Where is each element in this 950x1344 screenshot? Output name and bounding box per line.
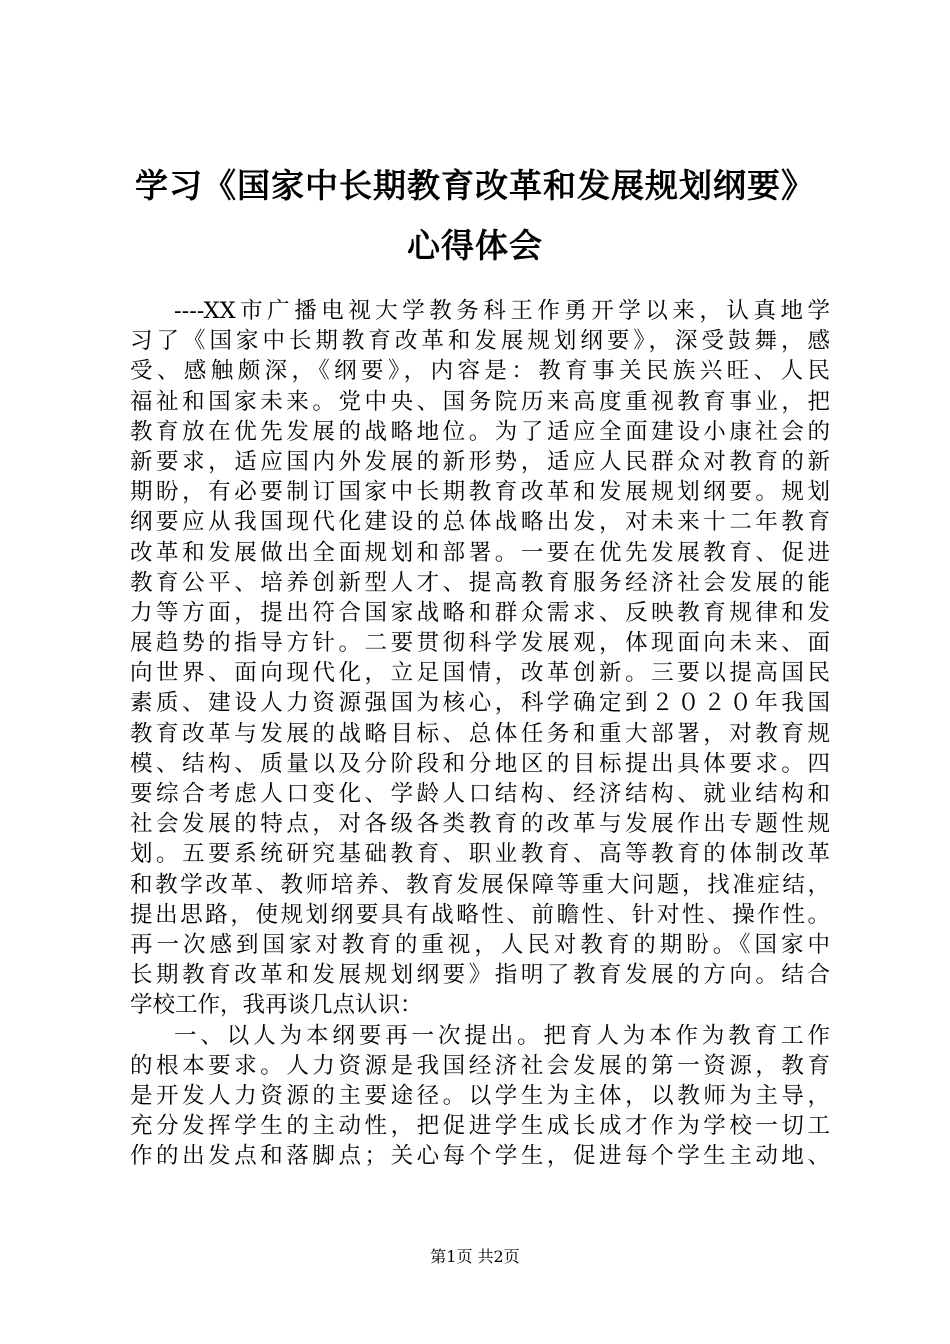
body-line: 力等方面，提出符合国家战略和群众需求、反映教育规律和发 (130, 599, 830, 626)
body-line: 作的出发点和落脚点；关心每个学生，促进每个学生主动地、 (130, 1143, 830, 1170)
body-line: 充分发挥学生的主动性，把促进学生成长成才作为学校一切工 (130, 1113, 830, 1140)
body-line: 社会发展的特点，对各级各类教育的改革与发展作出专题性规 (130, 811, 830, 838)
body-line: 新要求，适应国内外发展的新形势，适应人民群众对教育的新 (130, 448, 830, 475)
document-title-line-2: 心得体会 (407, 226, 543, 265)
body-line: 展趋势的指导方针。二要贯彻科学发展观，体现面向未来、面 (130, 630, 830, 657)
body-line: 的根本要求。人力资源是我国经济社会发展的第一资源，教育 (130, 1052, 830, 1079)
body-line: 受、感触颇深，《纲要》，内容是：教育事关民族兴旺、人民 (130, 358, 830, 385)
body-line: 是开发人力资源的主要途径。以学生为主体，以教师为主导， (130, 1082, 830, 1109)
body-line: 模、结构、质量以及分阶段和分地区的目标提出具体要求。四 (130, 750, 830, 777)
body-line: 福祉和国家未来。党中央、国务院历来高度重视教育事业，把 (130, 388, 830, 415)
body-line: 改革和发展做出全面规划和部署。一要在优先发展教育、促进 (130, 539, 830, 566)
body-line: 期盼，有必要制订国家中长期教育改革和发展规划纲要。规划 (130, 479, 830, 506)
body-line: 纲要应从我国现代化建设的总体战略出发，对未来十二年教育 (130, 509, 830, 536)
body-line: 教育公平、培养创新型人才、提高教育服务经济社会发展的能 (130, 569, 830, 596)
body-line: 习了《国家中长期教育改革和发展规划纲要》，深受鼓舞，感 (130, 328, 830, 355)
body-line: 教育改革与发展的战略目标、总体任务和重大部署，对教育规 (130, 720, 830, 747)
document-title-line-1: 学习《国家中长期教育改革和发展规划纲要》 (135, 166, 815, 205)
body-line: 再一次感到国家对教育的重视，人民对教育的期盼。《国家中 (130, 931, 830, 958)
body-line: ----XX市广播电视大学教务科王作勇开学以来，认真地学 (174, 298, 830, 324)
body-line: 教育放在优先发展的战略地位。为了适应全面建设小康社会的 (130, 418, 830, 445)
body-line: 要综合考虑人口变化、学龄人口结构、经济结构、就业结构和 (130, 781, 830, 807)
body-line: 划。五要系统研究基础教育、职业教育、高等教育的体制改革 (130, 841, 830, 868)
document-body (130, 296, 830, 1171)
body-line: 向世界、面向现代化，立足国情，改革创新。三要以提高国民 (130, 660, 830, 687)
body-line: 学校工作，我再谈几点认识： (130, 992, 423, 1019)
body-line: 和教学改革、教师培养、教育发展保障等重大问题，找准症结， (130, 871, 830, 898)
body-line: 长期教育改革和发展规划纲要》指明了教育发展的方向。结合 (130, 962, 830, 989)
body-line: 提出思路，使规划纲要具有战略性、前瞻性、针对性、操作性。 (130, 901, 830, 928)
body-line: 素质、建设人力资源强国为核心，科学确定到２０２０年我国 (130, 690, 830, 717)
page-footer: 第1页 共2页 (430, 1247, 520, 1266)
body-line: 一、以人为本纲要再一次提出。把育人为本作为教育工作 (174, 1022, 830, 1049)
